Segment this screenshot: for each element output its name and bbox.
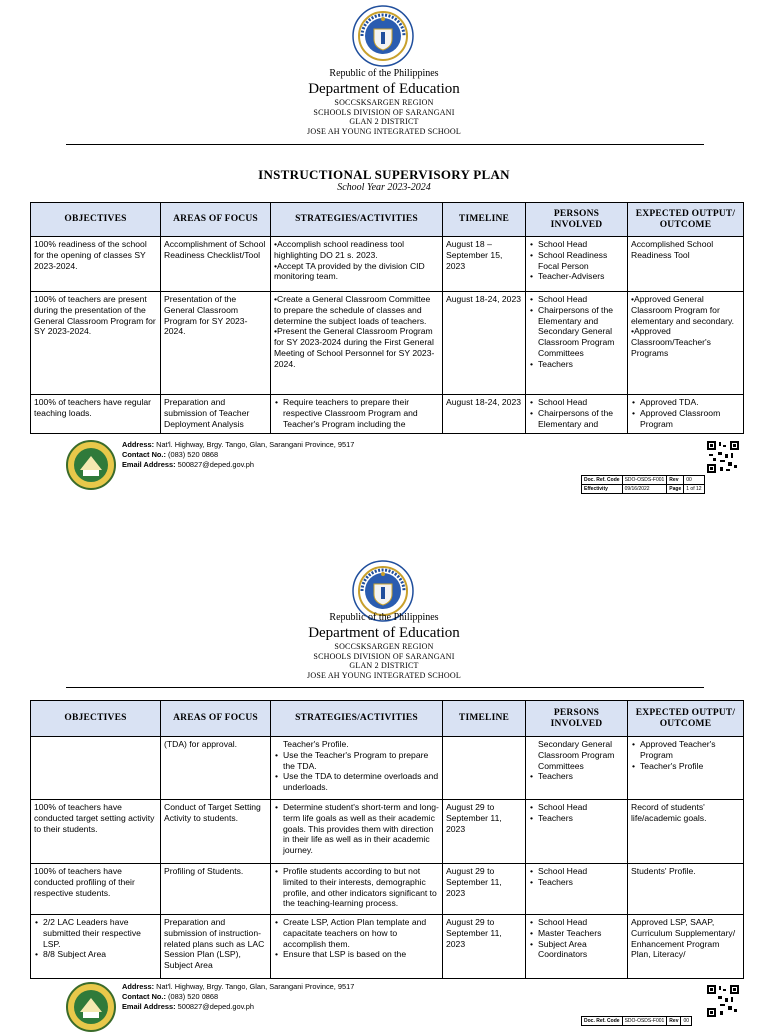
person-item: • Chairpersons of the Elementary and Secondary General Classroom Program Committees — [538, 305, 624, 359]
focus-cell: Profiling of Students. — [161, 864, 271, 915]
contact-value: (083) 520 0868 — [168, 992, 219, 1001]
person-item: • Teachers — [538, 877, 624, 888]
strategy-item: •Accomplish school readiness tool highlighting DO 21 s. 2023. — [274, 239, 405, 260]
timeline-cell: August 18-24, 2023 — [443, 395, 526, 434]
outcome-item: •Approved Classroom/Teacher's Programs — [631, 326, 711, 358]
doc-control-table — [581, 475, 705, 494]
strategy-item: • Determine student's short-term and long-term life goals as well as their academic goals. This provides them with direction in their life as well as in their academic journey. — [283, 802, 439, 856]
table-row — [31, 915, 744, 979]
person-item: • School Head — [538, 239, 624, 250]
timeline-cell: August 18-24, 2023 — [443, 292, 526, 395]
republic-label: Republic of the Philippines — [329, 68, 439, 79]
page-label: Page — [667, 485, 684, 494]
table-row — [31, 737, 744, 800]
outcome-item: • Approved Teacher's Program — [640, 739, 740, 761]
strategies-cell — [271, 864, 443, 915]
objective-cell — [31, 915, 161, 979]
outcome-cell: Accomplished School Readiness Tool — [628, 237, 744, 292]
outcome-cell — [628, 395, 744, 434]
col-persons-involved: PERSONS INVOLVED — [526, 701, 628, 737]
strategy-item: • Profile students according to but not limited to their interests, demographic profile, and other indicators significant to the teaching-learning process. — [283, 866, 439, 909]
republic-label: Republic of the Philippines — [329, 612, 439, 623]
plan-table — [30, 700, 744, 979]
col-objectives: OBJECTIVES — [31, 701, 161, 737]
address-label: Address: — [122, 982, 155, 991]
focus-cell: Preparation and submission of instruction-related plans such as LAC Session Plan (LSP), Subject Area — [161, 915, 271, 979]
doc-control-table — [581, 1016, 692, 1026]
plan-title: INSTRUCTIONAL SUPERVISORY PLAN — [258, 167, 510, 182]
effectivity-value: 09/16/2022 — [622, 485, 667, 494]
col-strategies: STRATEGIES/ACTIVITIES — [271, 203, 443, 237]
school-year: School Year 2023-2024 — [337, 182, 431, 193]
footer-contact-info — [122, 982, 354, 1012]
contact-value: (083) 520 0868 — [168, 450, 219, 459]
email-label: Email Address: — [122, 460, 176, 469]
contact-label: Contact No.: — [122, 992, 166, 1001]
footer-contact-info — [122, 440, 354, 470]
person-item: • Subject Area Coordinators — [538, 939, 624, 961]
person-item: • School Head — [538, 294, 624, 305]
strategies-cell — [271, 395, 443, 434]
objective-cell — [31, 737, 161, 800]
district-label: GLAN 2 DISTRICT — [349, 661, 419, 671]
table-row — [31, 395, 744, 434]
school-logo-icon — [66, 982, 116, 1032]
focus-cell: Conduct of Target Setting Activity to students. — [161, 800, 271, 864]
person-item: • Teachers — [538, 359, 624, 370]
strategies-cell — [271, 237, 443, 292]
deped-seal-icon — [352, 5, 414, 67]
persons-cell — [526, 800, 628, 864]
strategy-item: •Present the General Classroom Program for SY 2023-2024 during the First General Meeting of School Personnel for SY 2023-2024. — [274, 326, 435, 369]
header-rule — [66, 144, 704, 145]
district-label: GLAN 2 DISTRICT — [349, 117, 419, 127]
col-expected-output: EXPECTED OUTPUT/ OUTCOME — [628, 701, 744, 737]
qr-code-icon — [706, 984, 740, 1018]
person-item: • School Readiness Focal Person — [538, 250, 624, 272]
col-strategies: STRATEGIES/ACTIVITIES — [271, 701, 443, 737]
strategy-item: • Use the Teacher's Program to prepare the TDA. — [283, 750, 439, 772]
effectivity-label: Effectivity — [582, 485, 623, 494]
division-label: SCHOOLS DIVISION OF SARANGANI — [313, 107, 455, 117]
col-timeline: TIMELINE — [443, 203, 526, 237]
focus-cell: Presentation of the General Classroom Program for SY 2023-2024. — [161, 292, 271, 395]
persons-cell — [526, 864, 628, 915]
focus-cell: Preparation and submission of Teacher Deployment Analysis — [161, 395, 271, 434]
contact-label: Contact No.: — [122, 450, 166, 459]
doc-ref-value: SDO-OSDS-F001 — [622, 1017, 667, 1026]
objective-cell: 100% of teachers have regular teaching loads. — [31, 395, 161, 434]
col-timeline: TIMELINE — [443, 701, 526, 737]
person-item: • Teachers — [538, 813, 624, 824]
department-label: Department of Education — [308, 81, 460, 97]
school-logo-icon — [66, 440, 116, 490]
strategy-item: • Require teachers to prepare their respective Classroom Program and Teacher's Program including the — [283, 397, 439, 429]
person-item: • Teacher-Advisers — [538, 271, 624, 282]
table-row — [31, 292, 744, 395]
person-item: • School Head — [538, 802, 624, 813]
address-value: Nat'l. Highway, Brgy. Tango, Glan, Sarangani Province, 9517 — [156, 440, 355, 449]
table-header-row — [31, 701, 744, 737]
rev-value: 00 — [681, 1017, 692, 1026]
outcome-item: • Teacher's Profile — [640, 761, 740, 772]
person-item: • Teachers — [538, 771, 624, 782]
school-label: JOSE AH YOUNG INTEGRATED SCHOOL — [307, 126, 461, 136]
plan-table — [30, 202, 744, 434]
letterhead — [0, 68, 768, 136]
objective-cell: 100% readiness of the school for the opening of classes SY 2023-2024. — [31, 237, 161, 292]
rev-value: 00 — [684, 476, 704, 485]
focus-cell: Accomplishment of School Readiness Checklist/Tool — [161, 237, 271, 292]
email-value: 500827@deped.gov.ph — [177, 460, 255, 469]
strategy-item: • Ensure that LSP is based on the — [283, 949, 439, 960]
table-header-row — [31, 203, 744, 237]
document-page-2 — [0, 545, 768, 1024]
outcome-cell — [628, 292, 744, 395]
col-areas-of-focus: AREAS OF FOCUS — [161, 203, 271, 237]
strategies-cell — [271, 737, 443, 800]
col-areas-of-focus: AREAS OF FOCUS — [161, 701, 271, 737]
address-label: Address: — [122, 440, 155, 449]
rev-label: Rev — [667, 476, 684, 485]
persons-cell — [526, 237, 628, 292]
email-value: 500827@deped.gov.ph — [177, 1002, 255, 1011]
objective-item: • 8/8 Subject Area — [43, 949, 157, 960]
person-item: • School Head — [538, 397, 624, 408]
col-expected-output: EXPECTED OUTPUT/ OUTCOME — [628, 203, 744, 237]
outcome-cell: Approved LSP, SAAP, Curriculum Supplementary/ Enhancement Program Plan, Literacy/ — [628, 915, 744, 979]
table-row — [31, 864, 744, 915]
persons-cell — [526, 395, 628, 434]
outcome-item: •Approved General Classroom Program for elementary and secondary. — [631, 294, 735, 326]
col-objectives: OBJECTIVES — [31, 203, 161, 237]
strategies-cell — [271, 915, 443, 979]
focus-cell: (TDA) for approval. — [161, 737, 271, 800]
region-label: SOCCSKSARGEN REGION — [334, 98, 434, 107]
person-item: • School Head — [538, 917, 624, 928]
objective-cell: 100% of teachers have conducted profiling of their respective students. — [31, 864, 161, 915]
outcome-item: • Approved Classroom Program — [640, 408, 740, 430]
person-lead: Secondary General Classroom Program Committees — [538, 739, 615, 771]
outcome-item: • Approved TDA. — [640, 397, 740, 408]
table-row — [31, 237, 744, 292]
doc-ref-label: Doc. Ref. Code — [582, 476, 623, 485]
address-value: Nat'l. Highway, Brgy. Tango, Glan, Sarangani Province, 9517 — [156, 982, 355, 991]
strategy-item: • Use the TDA to determine overloads and underloads. — [283, 771, 439, 793]
department-label: Department of Education — [308, 625, 460, 641]
strategy-item: •Create a General Classroom Committee to prepare the schedule of classes and determine the subject loads of teachers. — [274, 294, 431, 326]
doc-ref-value: SDO-OSDS-F001 — [622, 476, 667, 485]
strategies-cell — [271, 292, 443, 395]
outcome-cell: Record of students' life/academic goals. — [628, 800, 744, 864]
person-item: • Master Teachers — [538, 928, 624, 939]
outcome-cell — [628, 737, 744, 800]
page-value: 1 of 12 — [684, 485, 704, 494]
col-persons-involved: PERSONS INVOLVED — [526, 203, 628, 237]
persons-cell — [526, 737, 628, 800]
header-rule — [66, 687, 704, 688]
timeline-cell: August 29 to September 11, 2023 — [443, 864, 526, 915]
timeline-cell — [443, 737, 526, 800]
timeline-cell: August 29 to September 11, 2023 — [443, 915, 526, 979]
email-label: Email Address: — [122, 1002, 176, 1011]
region-label: SOCCSKSARGEN REGION — [334, 642, 434, 651]
table-row — [31, 800, 744, 864]
letterhead — [0, 612, 768, 680]
strategies-cell — [271, 800, 443, 864]
division-label: SCHOOLS DIVISION OF SARANGANI — [313, 651, 455, 661]
timeline-cell: August 29 to September 11, 2023 — [443, 800, 526, 864]
strategy-item: •Accept TA provided by the division CID monitoring team. — [274, 260, 425, 282]
outcome-cell: Students' Profile. — [628, 864, 744, 915]
objective-cell: 100% of teachers are present during the presentation of the General Classroom Program for SY 2023-2024. — [31, 292, 161, 395]
objective-cell: 100% of teachers have conducted target setting activity to their students. — [31, 800, 161, 864]
rev-label: Rev — [667, 1017, 681, 1026]
strategy-lead: Teacher's Profile. — [283, 739, 349, 749]
school-label: JOSE AH YOUNG INTEGRATED SCHOOL — [307, 670, 461, 680]
strategy-item: • Create LSP, Action Plan template and capacitate teachers on how to accomplish them. — [283, 917, 439, 949]
person-item: • Chairpersons of the Elementary and — [538, 408, 624, 430]
objective-item: • 2/2 LAC Leaders have submitted their respective LSP. — [43, 917, 157, 949]
persons-cell — [526, 292, 628, 395]
persons-cell — [526, 915, 628, 979]
doc-ref-label: Doc. Ref. Code — [582, 1017, 623, 1026]
qr-code-icon — [706, 440, 740, 474]
timeline-cell: August 18 – September 15, 2023 — [443, 237, 526, 292]
person-item: • School Head — [538, 866, 624, 877]
